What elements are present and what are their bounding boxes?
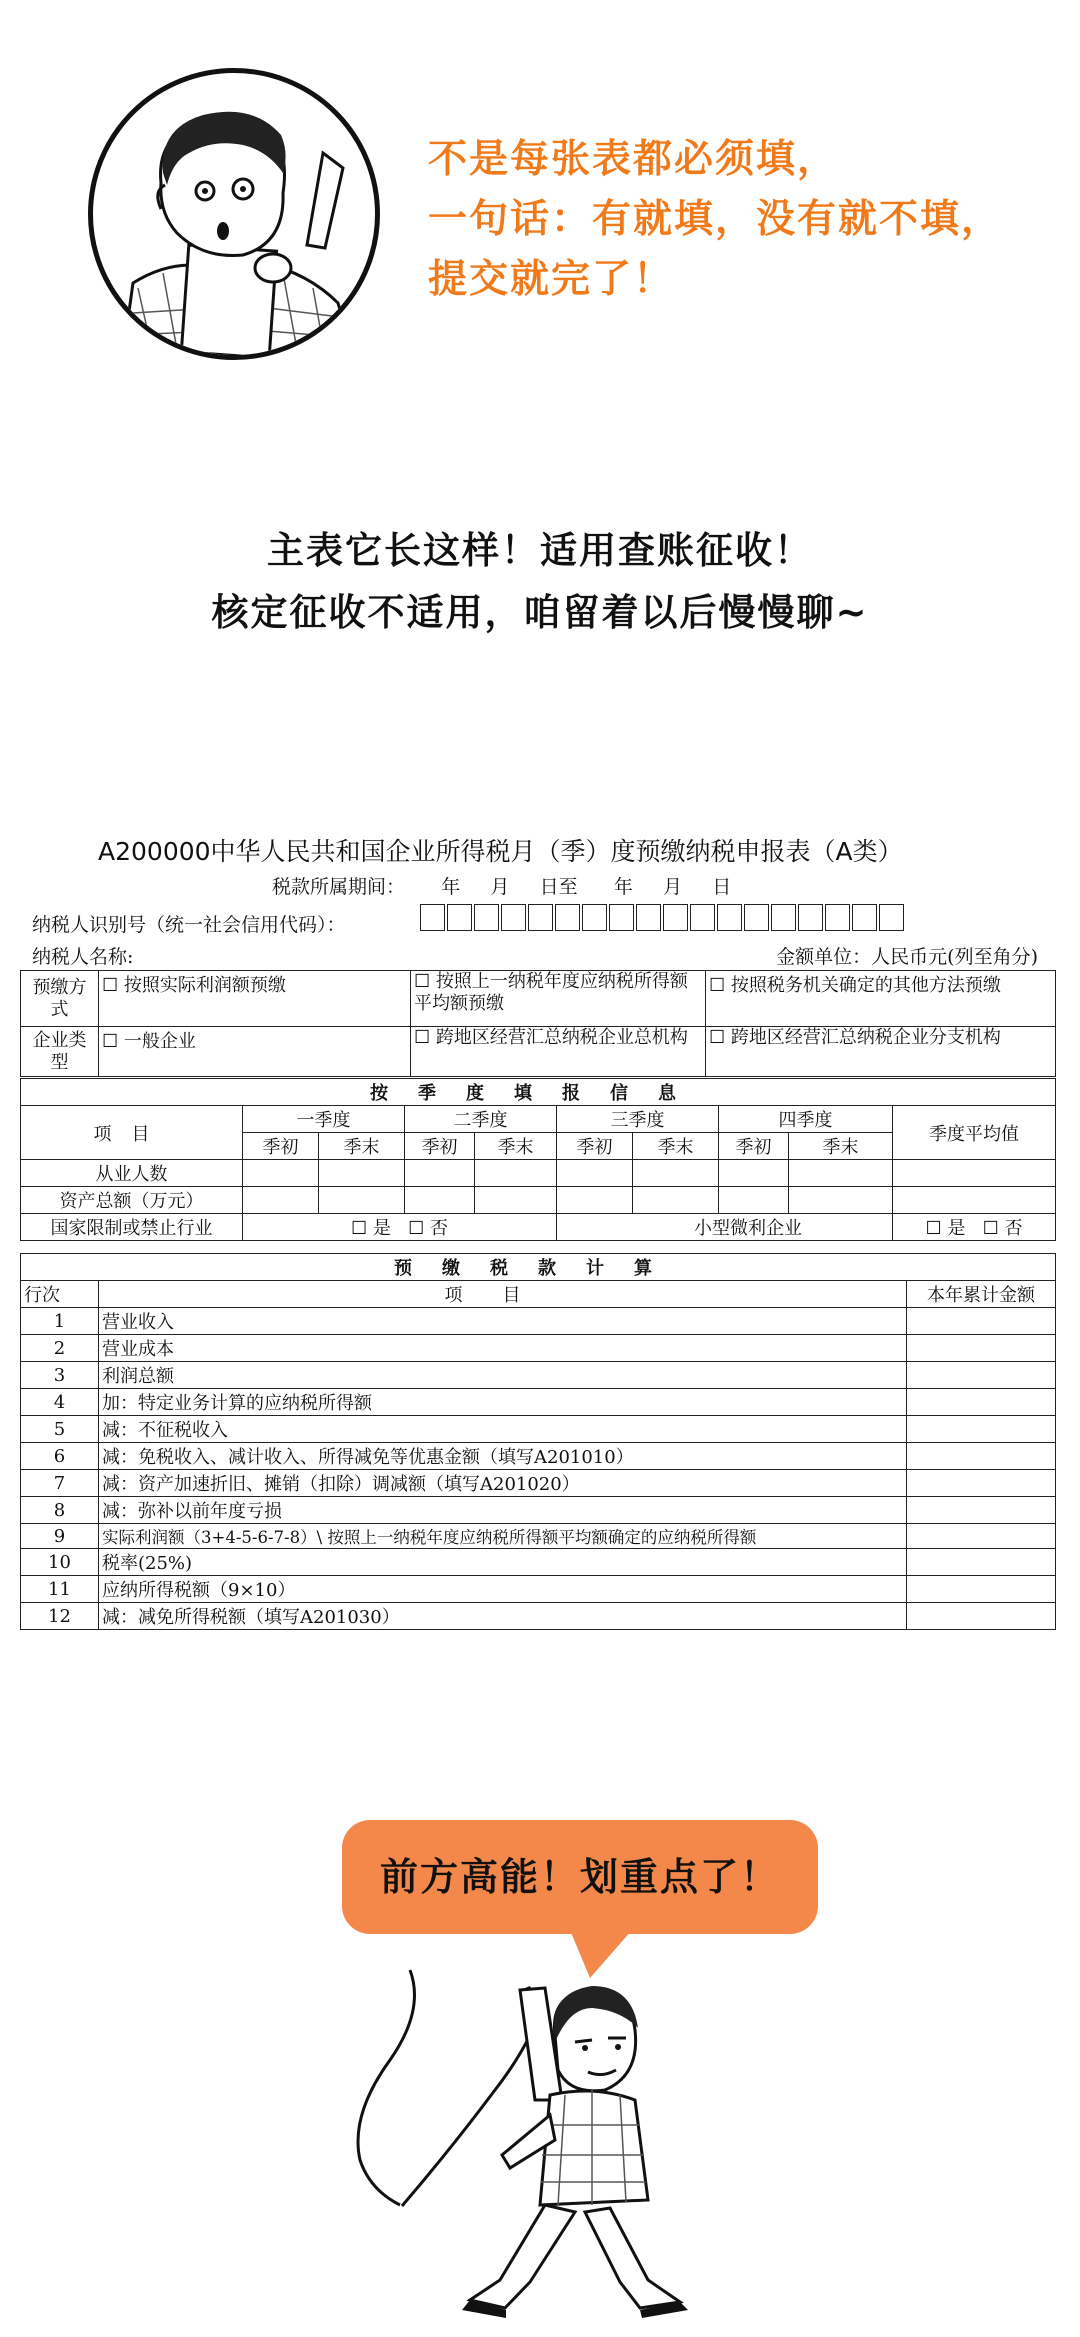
small-micro-label: 小型微利企业: [557, 1214, 893, 1241]
line-no: 6: [21, 1443, 99, 1470]
tax-period: 税款所属期间： 年 月 日至 年 月 日: [272, 876, 732, 898]
line-item: 加：特定业务计算的应纳税所得额: [99, 1389, 907, 1416]
employees-label: 从业人数: [21, 1160, 243, 1187]
line-item: 税率(25%): [99, 1549, 907, 1576]
line-no: 11: [21, 1576, 99, 1603]
q2-end: 季末: [475, 1133, 557, 1160]
small-micro-yes: ☐ 是: [926, 1218, 966, 1239]
line-no-header: 行次: [21, 1281, 99, 1308]
line-item: 减：不征税收入: [99, 1416, 907, 1443]
quarterly-info-table: [20, 1078, 1056, 1241]
tax-calc-table: [20, 1253, 1056, 1630]
type-option-2: ☐ 跨地区经营汇总纳税企业总机构: [414, 1027, 688, 1048]
type-option-3: ☐ 跨地区经营汇总纳税企业分支机构: [709, 1027, 1001, 1048]
q4-start: 季初: [719, 1133, 789, 1160]
intro-line-1: 不是每张表都必须填，: [428, 137, 839, 182]
small-micro-options: [893, 1214, 1056, 1241]
line-item: 减：减免所得税额（填写A201030）: [99, 1603, 907, 1630]
line-item: 应纳所得税额（9×10）: [99, 1576, 907, 1603]
type-option-1: ☐ 一般企业: [102, 1031, 196, 1052]
line-no: 2: [21, 1335, 99, 1362]
small-micro-no: ☐ 否: [983, 1218, 1023, 1239]
prepay-option-3: ☐ 按照税务机关确定的其他方法预缴: [709, 975, 1001, 996]
cartoon-man-illustration: [93, 73, 375, 355]
line-item: 减：免税收入、减计收入、所得减免等优惠金额（填写A201010）: [99, 1443, 907, 1470]
line-no: 9: [21, 1524, 99, 1549]
main-caption-line-1: 主表它长这样！适用查账征收！: [267, 529, 813, 572]
line-no: 4: [21, 1389, 99, 1416]
line-no: 5: [21, 1416, 99, 1443]
quarter-3-header: 三季度: [557, 1106, 719, 1133]
prepay-type-table: [20, 970, 1056, 1077]
item-header: 项目: [21, 1106, 243, 1160]
quarter-2-header: 二季度: [405, 1106, 557, 1133]
line-no: 3: [21, 1362, 99, 1389]
line-no: 10: [21, 1549, 99, 1576]
taxpayer-name-label: 纳税人名称:: [32, 946, 134, 968]
quarterly-section-header: 按季度填报信息: [21, 1079, 1056, 1106]
restricted-industry-options: [243, 1214, 557, 1241]
quarter-average-header: 季度平均值: [893, 1106, 1056, 1160]
line-item: 营业成本: [99, 1335, 907, 1362]
line-no: 12: [21, 1603, 99, 1630]
ytd-amount-header: 本年累计金额: [907, 1281, 1056, 1308]
line-no: 8: [21, 1497, 99, 1524]
restricted-industry-label: 国家限制或禁止行业: [21, 1214, 243, 1241]
q4-end: 季末: [789, 1133, 893, 1160]
quarter-1-header: 一季度: [243, 1106, 405, 1133]
quarter-4-header: 四季度: [719, 1106, 893, 1133]
taxpayer-id-label: 纳税人识别号（统一社会信用代码）：: [32, 914, 346, 936]
line-no: 7: [21, 1470, 99, 1497]
line-item: 减：弥补以前年度亏损: [99, 1497, 907, 1524]
prepay-option-1: ☐ 按照实际利润额预缴: [102, 975, 286, 996]
q1-start: 季初: [243, 1133, 319, 1160]
line-item: 减：资产加速折旧、摊销（扣除）调减额（填写A201020）: [99, 1470, 907, 1497]
line-item: 营业收入: [99, 1308, 907, 1335]
intro-line-3: 提交就完了！: [428, 257, 675, 302]
cartoon-man-avatar: [88, 68, 380, 360]
cartoon-man-whip-illustration: [330, 1950, 730, 2330]
intro-line-2: 一句话：有就填，没有就不填，: [428, 197, 1003, 242]
enterprise-type-label: 企业类型: [21, 1027, 99, 1077]
restricted-no: ☐ 否: [408, 1218, 448, 1239]
prepay-option-2: ☐ 按照上一纳税年度应纳税所得额平均额预缴: [414, 971, 688, 1014]
taxpayer-id-boxes: [420, 904, 904, 931]
prepay-method-label: 预缴方式: [21, 971, 99, 1027]
form-title: A200000中华人民共和国企业所得税月（季）度预缴纳税申报表（A类）: [98, 837, 903, 866]
speech-bubble-text: 前方高能！划重点了！: [379, 1855, 780, 1899]
main-caption-line-2: 核定征收不适用，咱留着以后慢慢聊~: [211, 591, 869, 634]
intro-text: [428, 130, 1002, 310]
restricted-yes: ☐ 是: [351, 1218, 391, 1239]
main-caption: [0, 520, 1080, 644]
q3-end: 季末: [633, 1133, 719, 1160]
line-item: 利润总额: [99, 1362, 907, 1389]
q2-start: 季初: [405, 1133, 475, 1160]
line-no: 1: [21, 1308, 99, 1335]
amount-unit-label: 金额单位：人民币元(列至角分): [776, 946, 1038, 968]
total-assets-label: 资产总额（万元）: [21, 1187, 243, 1214]
tax-calc-section-header: 预缴税款计算: [21, 1254, 1056, 1281]
items-header: 项目: [99, 1281, 907, 1308]
line-item: 实际利润额（3+4-5-6-7-8）\ 按照上一纳税年度应纳税所得额平均额确定的应纳税所得额: [99, 1524, 907, 1549]
q1-end: 季末: [319, 1133, 405, 1160]
speech-bubble: [342, 1820, 818, 1934]
q3-start: 季初: [557, 1133, 633, 1160]
